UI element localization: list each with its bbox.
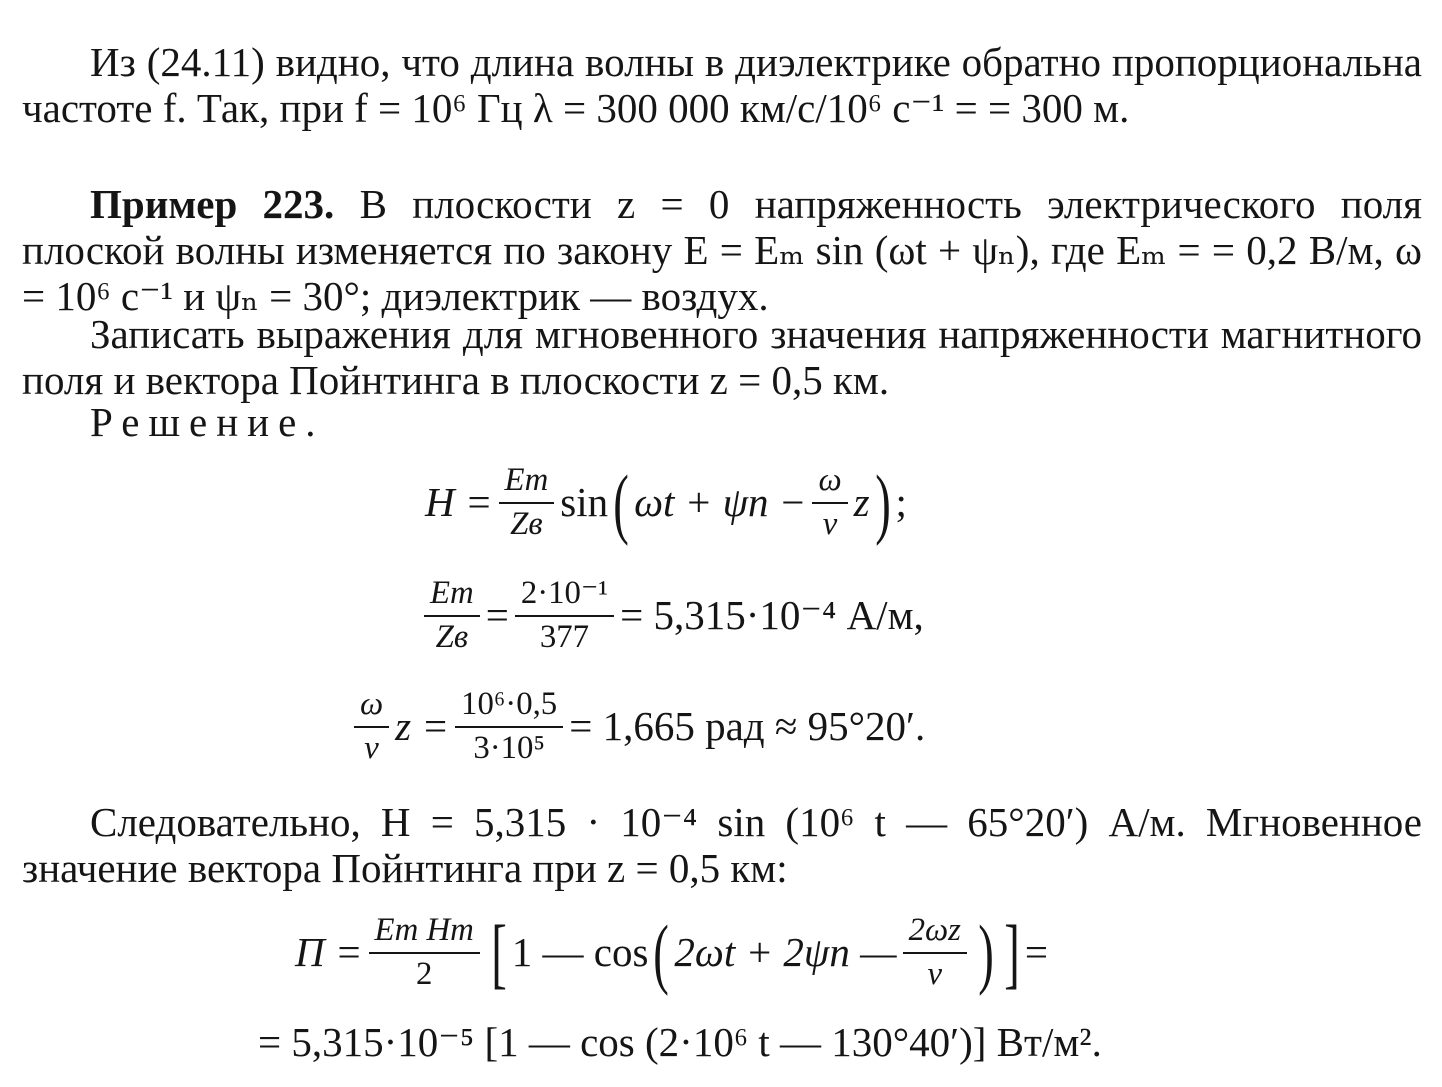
solution-heading: Решение. xyxy=(90,399,325,445)
formula-phase: $\frac{\omega}{v}$ z = $\frac{\text{10⁶·0,5}}{\text{3·10⁵}}$ = 1,665 рад ≈ 95°20′. xyxy=(348,686,925,767)
fraction-em-zv: $\frac{Em}{Zв}$ xyxy=(499,462,555,543)
paragraph-task: Записать выражения для мгновенного значения напряженности магнитного поля и вектора Пойнтинга в плоскости z = 0,5 км. xyxy=(22,311,1422,403)
paragraph-conclusion: Следовательно, H = 5,315 · 10⁻⁴ sin (10⁶ t — 65°20′) А/м. Мгновенное значение вектора Пойнтинга при z = 0,5 км: xyxy=(22,799,1422,891)
paragraph-example-223 xyxy=(22,182,1422,320)
formula-h: H = $\frac{Em}{Zв}$ sin ( ωt + ψn − $\frac{\omega}{v}$ z ) ; xyxy=(425,459,907,546)
formula-poynting-result: = 5,315·10⁻⁵ [1 — cos (2·10⁶ t — 130°40′)] Вт/м². xyxy=(258,1019,1102,1065)
fraction-omega-v: $\frac{\omega}{v}$ xyxy=(812,462,847,543)
example-statement: В плоскости z = 0 напряженность электрического поля плоской волны изменяется по закону E = Eₘ sin (ωt + ψₙ), где Eₘ = = 0,2 В/м, ω = 10⁶ с⁻¹ и ψₙ = 30°; диэлектрик — воздух. xyxy=(22,181,1423,319)
example-label: Пример 223. xyxy=(90,181,335,227)
formula-amplitude: $\frac{Em}{Zв}$ = $\frac{\text{2·10⁻¹}}{377}$ = 5,315·10⁻⁴ А/м, xyxy=(418,575,924,656)
paragraph-wavelength: Из (24.11) видно, что длина волны в диэлектрике обратно пропорциональна частоте f. Так, при f = 10⁶ Гц λ = 300 000 км/с/10⁶ с⁻¹ = = 300 м. xyxy=(22,39,1422,131)
formula-poynting: П = $\frac{\text{Em Hm}}{2}$ [ 1 — cos ( 2ωt + 2ψn — $\frac{2\omega z}{v}$ ) ] = xyxy=(295,909,1048,996)
